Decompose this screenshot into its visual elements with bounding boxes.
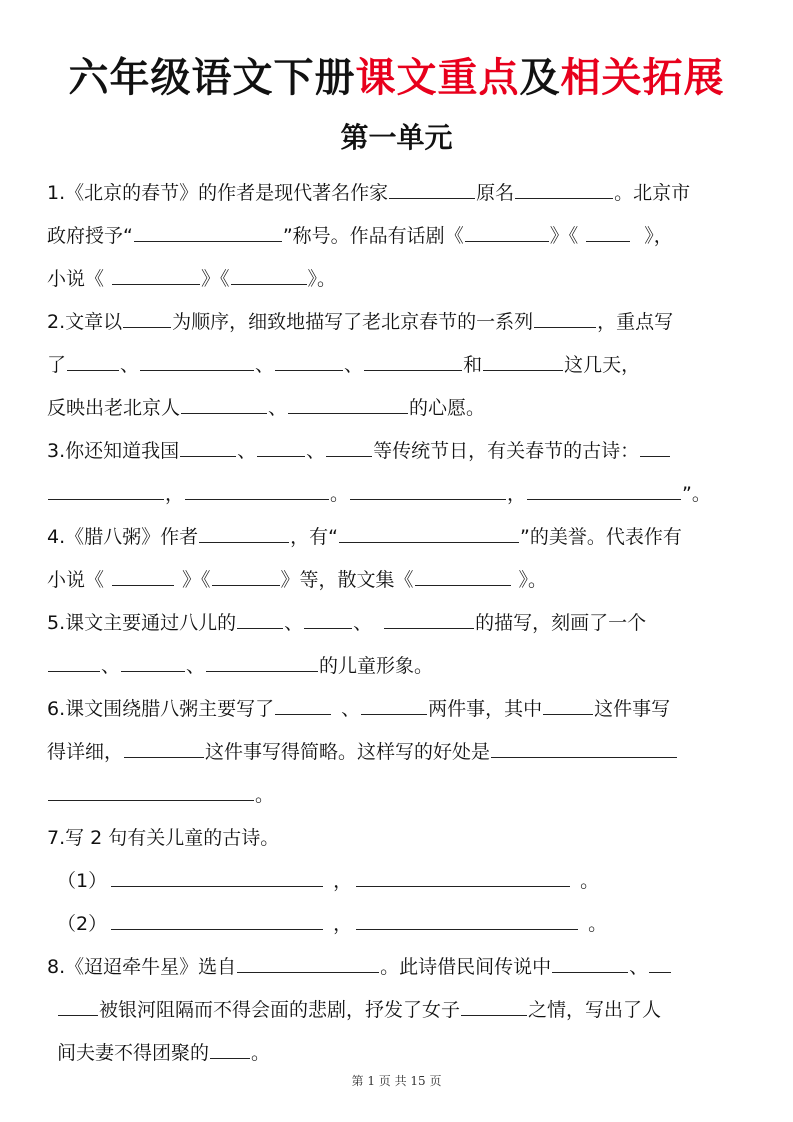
question-7-line-2: [47, 860, 752, 903]
text: 政府授予“: [47, 225, 133, 247]
title-part-1: 六年级语文下册: [68, 55, 356, 101]
text: 两件事，其中: [428, 698, 543, 720]
answer-blank[interactable]: [111, 867, 323, 887]
answer-blank[interactable]: [111, 910, 323, 930]
question-8-line-3: [47, 1032, 752, 1075]
text: 7.写 2 句有关儿童的古诗。: [47, 827, 280, 849]
text: 、: [284, 612, 304, 634]
text: ”。: [682, 483, 711, 505]
answer-blank[interactable]: [465, 222, 549, 242]
question-6-line-2: [47, 731, 752, 774]
answer-blank[interactable]: [640, 437, 670, 457]
text: 的心愿。: [409, 397, 486, 419]
text: ”称号。作品有话剧《: [282, 225, 464, 247]
answer-blank[interactable]: [112, 566, 174, 586]
question-4-line-2: [47, 559, 752, 602]
question-6-line-1: [47, 688, 752, 731]
answer-blank[interactable]: [384, 609, 474, 629]
answer-blank[interactable]: [288, 394, 408, 414]
question-7-line-3: [47, 903, 752, 946]
answer-blank[interactable]: [361, 695, 427, 715]
text: 这件事写: [594, 698, 671, 720]
answer-blank[interactable]: [257, 437, 305, 457]
text: 之情，写出了人: [528, 999, 662, 1021]
answer-blank[interactable]: [237, 609, 283, 629]
text: 等传统节日，有关春节的古诗：: [373, 440, 640, 462]
text: 、: [255, 354, 275, 376]
text: 》《: [549, 225, 579, 247]
text: 。: [588, 913, 608, 935]
answer-blank[interactable]: [134, 222, 282, 242]
text: 、: [341, 698, 361, 720]
text: 、: [237, 440, 257, 462]
text: 、: [353, 612, 373, 634]
text: ，: [165, 483, 185, 505]
answer-blank[interactable]: [491, 738, 677, 758]
answer-blank[interactable]: [210, 1039, 250, 1059]
text: 这几天，: [564, 354, 641, 376]
question-2-line-3: [47, 387, 752, 430]
question-4-line-1: [47, 516, 752, 559]
text: 的儿童形象。: [319, 655, 434, 677]
text: 5.课文主要通过八儿的: [47, 612, 237, 634]
unit-heading: 第一单元: [340, 121, 453, 154]
answer-blank[interactable]: [121, 652, 185, 672]
text: 这件事写得简略。这样写的好处是: [205, 741, 491, 763]
answer-blank[interactable]: [140, 351, 254, 371]
answer-blank[interactable]: [543, 695, 593, 715]
text: 小说《: [47, 569, 105, 591]
text: 、: [186, 655, 206, 677]
answer-blank[interactable]: [304, 609, 352, 629]
answer-blank[interactable]: [206, 652, 318, 672]
question-2-line-2: [47, 344, 752, 387]
answer-blank[interactable]: [123, 308, 171, 328]
answer-blank[interactable]: [552, 953, 628, 973]
text: 2.文章以: [47, 311, 123, 333]
question-5-line-2: [47, 645, 752, 688]
answer-blank[interactable]: [461, 996, 527, 1016]
answer-blank[interactable]: [112, 265, 200, 285]
question-1-line-1: [47, 172, 752, 215]
answer-blank[interactable]: [275, 351, 343, 371]
question-8-line-1: [47, 946, 752, 989]
text: 。: [580, 870, 600, 892]
question-6-line-3: [47, 774, 752, 817]
text: 反映出老北京人: [47, 397, 181, 419]
text: ，: [333, 870, 353, 892]
text: ”的美誉。代表作有: [519, 526, 682, 548]
answer-blank[interactable]: [237, 953, 379, 973]
answer-blank[interactable]: [483, 351, 563, 371]
text: 4.《腊八粥》作者: [47, 526, 199, 548]
text: 》，: [644, 225, 673, 247]
text: 、: [268, 397, 288, 419]
text: 。: [255, 784, 275, 806]
text: 的描写，刻画了一个: [475, 612, 647, 634]
text: 。北京市: [614, 182, 691, 204]
text: 》等，散文集《: [280, 569, 414, 591]
answer-blank[interactable]: [124, 738, 204, 758]
answer-blank[interactable]: [48, 652, 100, 672]
answer-blank[interactable]: [527, 480, 681, 500]
answer-blank[interactable]: [389, 179, 475, 199]
title-part-3: 及: [519, 55, 561, 101]
text: 》。: [307, 268, 337, 290]
page-footer: 第 1 页 共 15 页: [351, 1074, 442, 1088]
answer-blank[interactable]: [212, 566, 280, 586]
answer-blank[interactable]: [356, 910, 578, 930]
text: （1）: [57, 870, 108, 892]
answer-blank[interactable]: [515, 179, 613, 199]
answer-blank[interactable]: [199, 523, 289, 543]
answer-blank[interactable]: [364, 351, 462, 371]
question-3-line-1: [47, 430, 752, 473]
answer-blank[interactable]: [356, 867, 570, 887]
answer-blank[interactable]: [326, 437, 372, 457]
text: ，: [507, 483, 527, 505]
answer-blank[interactable]: [534, 308, 596, 328]
answer-blank[interactable]: [415, 566, 511, 586]
answer-blank[interactable]: [231, 265, 307, 285]
answer-blank[interactable]: [48, 781, 254, 801]
question-3-line-2: [47, 473, 752, 516]
text: 为顺序，细致地描写了老北京春节的一系列: [172, 311, 534, 333]
answer-blank[interactable]: [649, 953, 671, 973]
text: 》。: [518, 569, 548, 591]
question-8-line-2: [47, 989, 752, 1032]
text: ，重点写: [597, 311, 674, 333]
answer-blank[interactable]: [586, 222, 630, 242]
answer-blank[interactable]: [58, 996, 98, 1016]
text: 8.《迢迢牵牛星》选自: [47, 956, 237, 978]
text: 、: [344, 354, 364, 376]
question-1-line-3: [47, 258, 752, 301]
answer-blank[interactable]: [185, 480, 329, 500]
text: 小说《: [47, 268, 105, 290]
worksheet-body: [47, 172, 752, 1075]
text: 得详细，: [47, 741, 124, 763]
text: 3.你还知道我国: [47, 440, 180, 462]
text: 》《: [182, 569, 211, 591]
answer-blank[interactable]: [339, 523, 519, 543]
text: ，有“: [290, 526, 338, 548]
answer-blank[interactable]: [181, 394, 267, 414]
question-7-line-1: [47, 817, 752, 860]
title-part-4: 相关拓展: [560, 55, 725, 101]
text: 、: [101, 655, 121, 677]
answer-blank[interactable]: [350, 480, 506, 500]
text: 1.《北京的春节》的作者是现代著名作家: [47, 182, 389, 204]
text: 原名: [476, 182, 515, 204]
question-1-line-2: [47, 215, 752, 258]
title-part-2: 课文重点: [355, 55, 520, 101]
text: 。此诗借民间传说中: [380, 956, 552, 978]
question-5-line-1: [47, 602, 752, 645]
text: 和: [463, 354, 483, 376]
text: 间夫妻不得团聚的: [57, 1042, 210, 1064]
text: 6.课文围绕腊八粥主要写了: [47, 698, 275, 720]
text: 、: [629, 956, 649, 978]
answer-blank[interactable]: [67, 351, 119, 371]
text: 。: [330, 483, 350, 505]
text: 》《: [201, 268, 230, 290]
text: 了: [47, 354, 67, 376]
text: 、: [306, 440, 326, 462]
answer-blank[interactable]: [180, 437, 236, 457]
text: 、: [120, 354, 140, 376]
text: 。: [251, 1042, 271, 1064]
text: （2）: [57, 913, 108, 935]
text: ，: [333, 913, 353, 935]
question-2-line-1: [47, 301, 752, 344]
page-title: [0, 50, 793, 106]
answer-blank[interactable]: [275, 695, 331, 715]
answer-blank[interactable]: [48, 480, 164, 500]
text: 被银河阻隔而不得会面的悲剧，抒发了女子: [99, 999, 461, 1021]
